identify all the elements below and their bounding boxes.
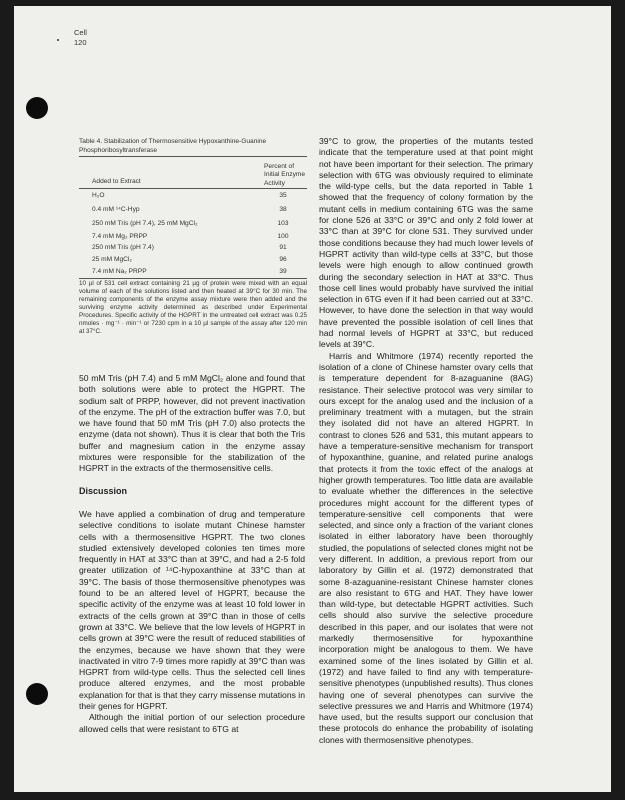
table-row (79, 256, 307, 264)
table-row (79, 192, 307, 200)
right-column (319, 136, 533, 746)
table-top-rule (79, 156, 307, 157)
left-column-paragraph (79, 373, 305, 475)
table-caption: Table 4. Stabilization of Thermosensitive Hypoxanthine-Guanine Phosphoribosyltransferase (79, 138, 267, 154)
table-row (79, 244, 307, 252)
binder-hole-top (26, 97, 48, 119)
table-cell-added: 7.4 mM Na₂ PRPP (92, 268, 147, 275)
table-cell-added: H₂O (92, 192, 105, 199)
table-cell-percent: 91 (279, 244, 287, 251)
table-cell-percent: 35 (279, 192, 287, 199)
right-paragraph-2: Harris and Whitmore (1974) recently reported the isolation of a clone of Chinese hamster ovary cells that is temperature dependent for 8-azaguanine (8AG) resistance. Their selective protocol was very similar to ours except for the analog used and the inclusion of a preliminary treatment with a mutagen, but the strain they isolated did not have an altered HGPRT. In contrast to clones 526 and 531, this mutant appears to have a temperature-sensitive mechanism for transport of hypoxanthine, guanine, and related purine analogs that protects it from the toxic effect of the analogs at higher growth temperatures. Too little data are available to evaluate whether the differences in the selective procedures might account for the different types of temperature-sensitive cell components that were selected, and since only a fraction of the variant clones isolated in either laboratory have been thoroughly studied, the populations of selected clones might not be very different. In addition, a previous report from our laboratory by Gillin et al. (1972) demonstrated that some 8-azaguanine-resistant Chinese hamster clones are also resistant to 6TG and HAT. They have lower than wild-type, but detectable HGPRT activities. Such cells should also survive the selective procedure described in this paper, and our isolates that were not markedly thermosensitive for hypoxanthine incorporation might be analogous to them. We have examined some of the lines isolated by Gillin et al. (1972) and have failed to find any with temperature-sensitive phenotypes (unpublished results). Thus clones having one of several phenotypes can survive the selective pressures we and Harris and Whitmore (1974) have used, but the results support our conclusion that these protocols do enhance the probability of isolating clones with thermosensitive phenotypes. (319, 350, 533, 745)
discussion-paragraph-1: We have applied a combination of drug and temperature selective conditions to isolate mutant Chinese hamster cells with a thermosensitive HGPRT. The two clones studied extensively developed colonies ten times more frequently in HAT at 33°C than at 39°C, and had a 2-5 fold greater utilization of ¹⁴C-hypoxanthine at 33°C than at 39°C. The basis of those thermosensitive phenotypes was found to be an altered level of HGPRT, because the specific activity of the enzyme was at least 10 fold lower in extracts of the cells grown at 39°C than in those of cells grown at 33°C. We believe that the low levels of HGPRT in cells grown at 39°C were the result of reduced stabilities of the enzymes, because we have shown that they were inactivated in vitro 7-9 times more rapidly at 39°C than was HGPRT from wild-type cells. Thus the selected cell lines produce altered enzymes, and the most probable explanation for that is that they carry missense mutations in their genes for HGPRT. (79, 509, 305, 712)
table-row (79, 268, 307, 276)
table-cell-percent: 38 (279, 206, 287, 213)
journal-name: Cell (74, 28, 87, 37)
right-paragraph-1: 39°C to grow, the properties of the mutants tested indicate that the temperature used at that point might not have been important for their selection. The primary selection with 6TG was obviously required to eliminate the wild-type cells, but the data reported in Table 1 showed that the frequency of colony formation by the mutant cells in medium containing 6TG was the same for clone 526 at 33°C or 39°C and only 2 fold lower at 33°C than at 39°C for clone 531. They survived under those conditions because they had much lower levels of HGPRT activity than wild-type cells at 33°C, but those levels were high enough to allow continued growth during the secondary selection in HAT at 33°C. Thus those cell lines would probably have survived the initial selection in 6TG even if it had been carried out at 33°C. However, to have done the selection in that way would have prevented the possible isolation of cell lines that had normal levels of HGPRT at 33°C, but reduced levels at 39°C. (319, 136, 533, 350)
table-col2-header: Percent of Initial Enzyme Activity (264, 163, 306, 187)
running-header (74, 28, 87, 48)
table-row (79, 233, 307, 241)
binder-hole-bottom (26, 683, 48, 705)
discussion-heading: Discussion (79, 486, 128, 496)
table-row (79, 220, 307, 228)
table-col1-header: Added to Extract (92, 178, 141, 185)
table-footnote: 10 µl of 531 cell extract containing 21 µg of protein were mixed with an equal volume of each of the solutions listed and then heated at 39°C for 30 min. The remaining components of the enzyme assay mixture were then added and the surviving enzyme activity determined as described under Experimental Procedures. Specific activity of the HGPRT in the untreated cell extract was 0.25 nmoles · mg⁻¹ · min⁻¹ or 7230 cpm in a 10 µl sample of the assay after 120 min at 37°C. (79, 280, 307, 335)
table-cell-percent: 100 (277, 233, 289, 240)
table-header-rule (79, 188, 307, 189)
table-cell-percent: 39 (279, 268, 287, 275)
results-paragraph: 50 mM Tris (pH 7.4) and 5 mM MgCl₂ alone and found that both solutions were able to protect the HGPRT. The sodium salt of PRPP, however, did not prevent inactivation of the enzyme. The pH of the extraction buffer was 7.0, but we have found that 50 mM Tris (pH 7.0) also protects the enzyme (data not shown). Thus it is clear that both the Tris buffer and magnesium cation in the enzyme assay mixtures were responsible for the stabilization of the HGPRT in the extracts of the thermosensitive cells. (79, 373, 305, 474)
discussion-body (79, 509, 305, 735)
table-cell-added: 7.4 mM Mg₂ PRPP (92, 233, 148, 240)
discussion-paragraph-2: Although the initial portion of our selection procedure allowed cells that were resistant to 6TG at (79, 712, 305, 734)
table-cell-added: 250 mM Tris (pH 7.4) (92, 244, 154, 251)
table-cell-added: 250 mM Tris (pH 7.4), 25 mM MgCl₂ (92, 220, 198, 227)
page-mark (57, 39, 59, 41)
table-cell-added: 0.4 mM ¹⁴C-Hyp (92, 206, 140, 213)
table-cell-added: 25 mM MgCl₂ (92, 256, 132, 263)
table-cell-percent: 96 (279, 256, 287, 263)
table-row (79, 206, 307, 214)
table-cell-percent: 103 (277, 220, 289, 227)
page-number: 120 (74, 38, 87, 47)
table-bottom-rule (79, 278, 307, 279)
